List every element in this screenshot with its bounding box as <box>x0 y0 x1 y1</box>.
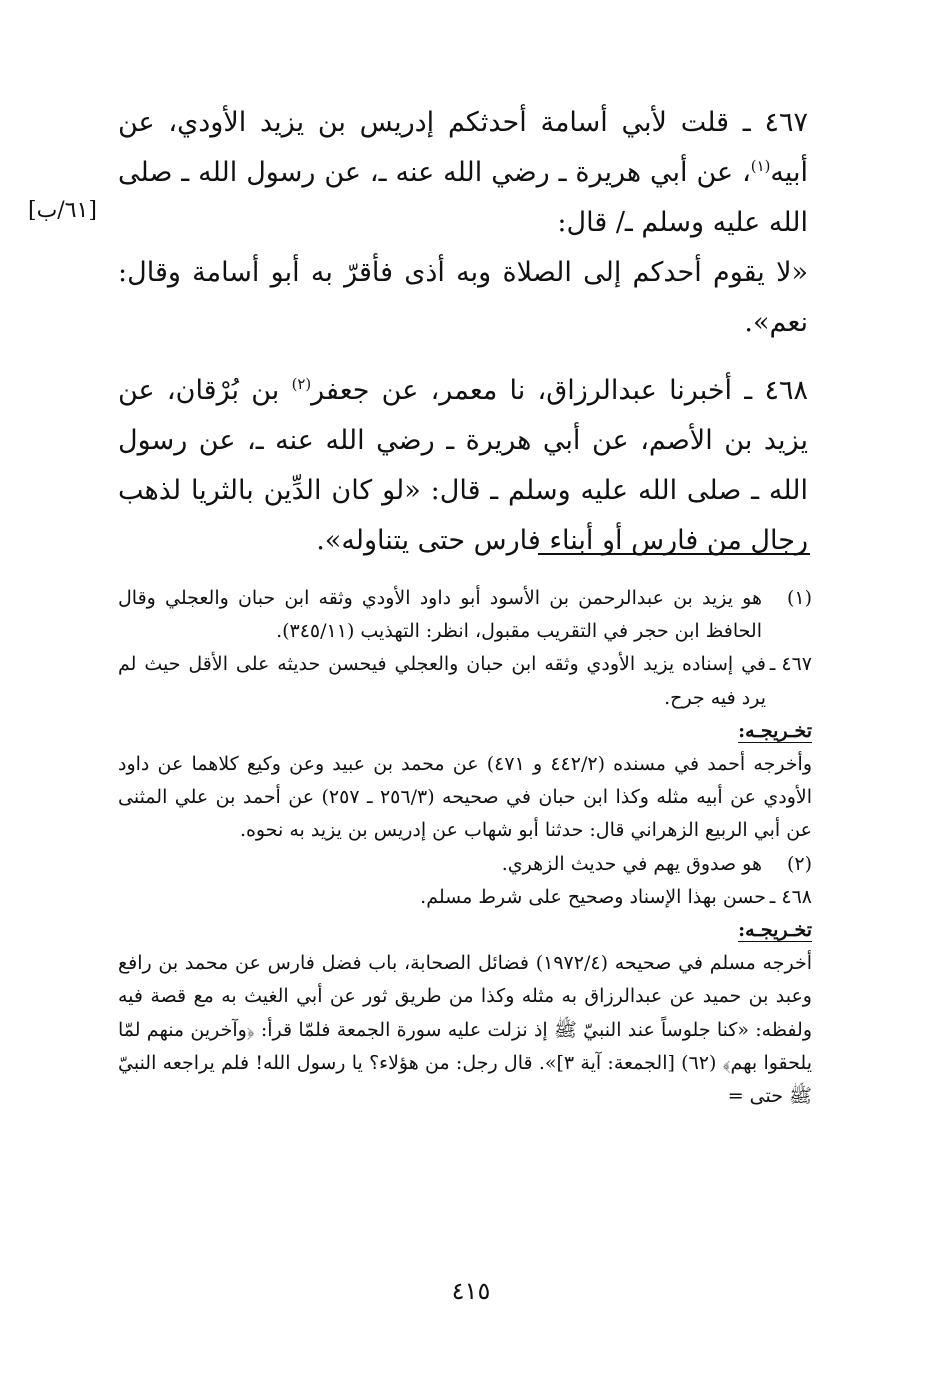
hadith-467-line-1: ٤٦٧ ـ قلت لأبي أسامة أحدثكم إدريس بن يزيد الأودي، عن <box>118 107 808 138</box>
hadith-468-text-a: ٤٦٨ ـ أخبرنا عبدالرزاق، نا معمر، عن جعفر <box>311 375 808 406</box>
commentary-467-text: في إسناده يزيد الأودي وثقه ابن حبان والعجلي فيحسن حديثه على الأقل حيث لم يرد فيه جرح. <box>118 653 766 709</box>
takhrij-467-text: وأخرجه أحمد في مسنده (٤٤٢/٢ و ٤٧١) عن محمد بن عبيد وعن وكيع كلاهما عن داود الأودي عن أبيه مثله وكذا ابن حبان في صحيحه (٢٥٦/٣ ـ ٢٥٧) عن أحمد بن علي المثنى عن أبي الربيع الزهراني قال: حدثنا أبو شهاب عن إدريس بن يزيد به نحوه. <box>118 753 812 842</box>
footnote-ref-2[interactable]: (٢) <box>291 375 312 393</box>
commentary-467 <box>118 648 812 714</box>
commentary-467-mark: ٤٦٧ ـ <box>769 653 812 676</box>
commentary-468-text: حسن بهذا الإسناد وصحيح على شرط مسلم. <box>420 885 766 908</box>
footnote-1-mark: (١) <box>786 587 812 609</box>
hadith-467-line-2a: أبيه <box>770 157 808 188</box>
hadith-467-line-3: وسلم ـ/ قال: <box>557 207 704 238</box>
footnote-1-text: هو يزيد بن عبدالرحمن بن الأسود أبو داود الأودي وثقه ابن حبان والعجلي وقال الحافظ ابن حجر في التقريب مقبول، انظر: التهذيب (٣٤٥/١١). <box>118 587 762 643</box>
hadith-467-quote: «لا يقوم أحدكم إلى الصلاة وبه أذى فأقرّ به أبو أسامة وقال: نعم». <box>118 257 808 338</box>
page-number: ٤١٥ <box>451 1277 491 1305</box>
takhrij-468-text: أخرجه مسلم في صحيحه (١٩٧٢/٤) فضائل الصحابة، باب فضل فارس عن محمد بن رافع وعبد بن حميد عن عبدالرزاق به مثله وكذا من طريق ثور عن أبي الغيث به مع قصة فيه ولفظه: «كنا جلوساً عند النبيّ ﷺ إذ نزلت عليه سورة الجمعة فلمّا قرأ: ﴿وآخرين منهم لمّا يلحقوا بهم﴾ (٦٢) [الجمعة: آية ٣]». قال رجل: من هؤلاء؟ يا رسول الله! فلم يراجعه النبيّ ﷺ حتى = <box>118 952 812 1108</box>
footnote-2-text: هو صدوق يهم في حديث الزهري. <box>501 852 762 875</box>
footnote-2-mark: (٢) <box>786 852 812 875</box>
takhrij-heading-468: تخـريجـه: <box>738 919 812 942</box>
commentary-468 <box>118 881 812 914</box>
hadith-467-line-2b: ، عن أبي هريرة ـ رضي الله عنه ـ، عن رسول الله ـ صلى الله عليه <box>118 157 808 238</box>
footnote-separator <box>538 553 810 555</box>
hadith-468 <box>118 366 808 566</box>
hadith-468-text-b: بن بُرْقان، عن يزيد بن الأصم، عن أبي هريرة ـ رضي الله عنه ـ، عن رسول الله ـ صلى الله عليه وسلم ـ قال: «لو كان الدِّين بالثريا لذهب رجال من فارس أو أبناء فارس حتى يتناوله». <box>118 375 808 556</box>
takhrij-heading-467: تخـريجـه: <box>738 719 812 742</box>
commentary-468-mark: ٤٦٨ ـ <box>769 885 812 908</box>
main-text <box>118 98 808 566</box>
footnote-ref-1[interactable]: (١) <box>750 157 771 175</box>
footnote-2 <box>118 848 812 881</box>
footnote-1 <box>118 582 812 648</box>
footnotes <box>118 582 812 1113</box>
hadith-467 <box>118 98 808 248</box>
manuscript-folio-reference: [٦١/ب] <box>28 198 97 223</box>
